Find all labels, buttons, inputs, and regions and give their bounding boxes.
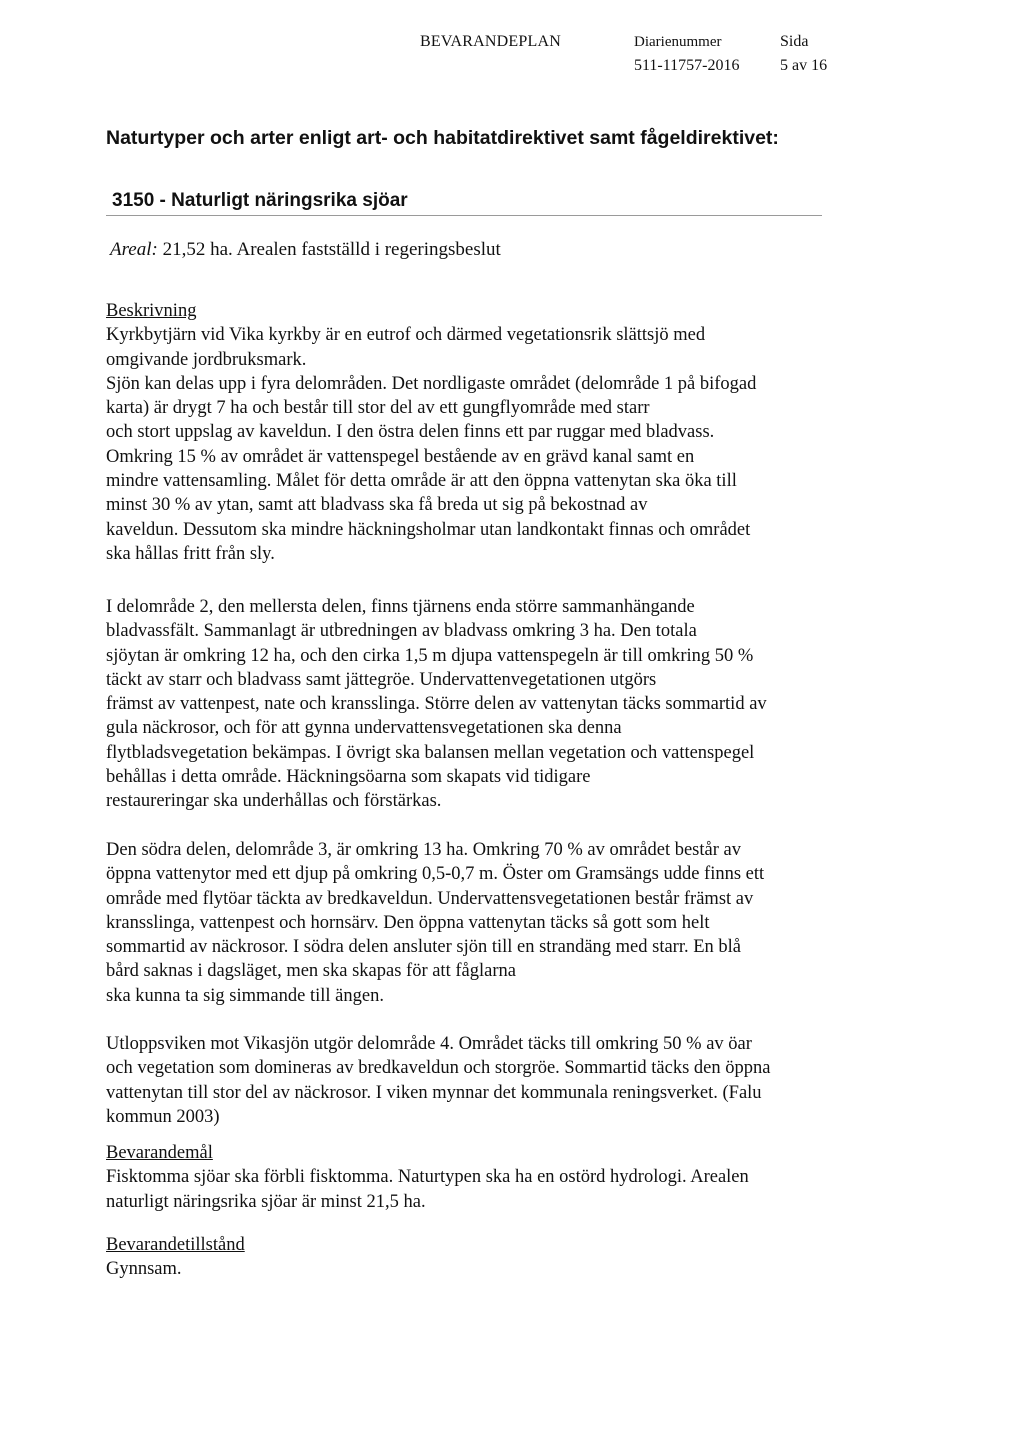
text-line: främst av vattenpest, nate och kransslinga. Större delen av vattenytan täcks sommartid av [106,694,767,715]
bevarandetillstand-section [106,1233,866,1282]
areal-line [110,238,501,262]
text-line: bård saknas i dagsläget, men ska skapas för att fåglarna [106,961,516,982]
text-line: I delområde 2, den mellersta delen, finns tjärnens enda större sammanhängande [106,597,695,617]
habitat-heading: 3150 - Naturligt näringsrika sjöar [112,190,408,211]
areal-value: 21,52 ha. Arealen fastställd i regeringsbeslut [162,239,501,260]
delomrade-3-paragraph [106,838,866,1008]
text-line: täckt av starr och bladvass samt jättegröe. Undervattenvegetationen utgörs [106,669,657,690]
text-line: sjöytan är omkring 12 ha, och den cirka 1,5 m djupa vattenspegeln är till omkring 50 % [106,645,754,666]
text-line: kommun 2003) [106,1106,220,1127]
header-diarienummer: 511-11757-2016 [634,57,740,74]
text-line: gula näckrosor, och för att gynna undervattensvegetationen ska denna [106,718,622,739]
header-sida-label: Sida [780,33,809,50]
text-line: sommartid av näckrosor. I södra delen ansluter sjön till en strandäng med starr. En blå [106,937,742,958]
bevarandemal-heading: Bevarandemål [106,1143,213,1163]
text-line: öppna vattenytor med ett djup på omkring 0,5-0,7 m. Öster om Gramsängs udde finns ett [106,864,765,885]
header-page-number: 5 av 16 [780,57,828,74]
text-line: bladvassfält. Sammanlagt är utbredningen av bladvass omkring 3 ha. Den totala [106,621,697,642]
text-line: karta) är drygt 7 ha och består till stor del av ett gungflyområde med starr [106,398,650,419]
text-line: Fisktomma sjöar ska förbli fisktomma. Naturtypen ska ha en ostörd hydrologi. Arealen [106,1167,749,1188]
text-line: vattenytan till stor del av näckrosor. I viken mynnar det kommunala reningsverket. (Falu [106,1082,762,1103]
text-line: behållas i detta område. Häckningsöarna som skapats vid tidigare [106,767,591,788]
text-line: Omkring 15 % av området är vattenspegel bestående av en grävd kanal samt en [106,446,695,467]
bevarandetillstand-value: Gynnsam. [106,1259,182,1280]
text-line: naturligt näringsrika sjöar är minst 21,5 ha. [106,1191,426,1212]
main-heading: Naturtyper och arter enligt art- och habitatdirektivet samt fågeldirektivet: [106,127,779,149]
beskrivning-section [106,299,866,566]
text-line: kaveldun. Dessutom ska mindre häckningsholmar utan landkontakt finnas och området [106,519,751,540]
delomrade-4-paragraph [106,1032,866,1129]
text-line: kransslinga, vattenpest och hornsärv. Den öppna vattenytan täcks så gott som helt [106,912,710,933]
text-line: område med flytöar täckta av bredkaveldun. Undervattensvegetationen består främst av [106,888,754,909]
bevarandetillstand-heading: Bevarandetillstånd [106,1235,245,1255]
text-line: flytbladsvegetation bekämpas. I övrigt ska balansen mellan vegetation och vattenspegel [106,742,755,763]
text-line: och stort uppslag av kaveldun. I den östra delen finns ett par ruggar med bladvass. [106,422,715,443]
text-line: restaureringar ska underhållas och förstärkas. [106,791,442,812]
text-line: ska hållas fritt från sly. [106,543,275,564]
text-line: Sjön kan delas upp i fyra delområden. Det nordligaste området (delområde 1 på bifogad [106,373,757,394]
text-line: Utloppsviken mot Vikasjön utgör delområde 4. Området täcks till omkring 50 % av öar [106,1034,752,1054]
beskrivning-heading: Beskrivning [106,301,197,321]
heading-divider [106,215,822,216]
bevarandemal-section [106,1141,866,1214]
header-diarienummer-label: Diarienummer [634,34,722,50]
text-line: Kyrkbytjärn vid Vika kyrkby är en eutrof och därmed vegetationsrik slättsjö med [106,325,706,346]
header-doc-title: BEVARANDEPLAN [420,33,561,50]
delomrade-2-paragraph [106,595,866,814]
text-line: Den södra delen, delområde 3, är omkring 13 ha. Omkring 70 % av området består av [106,840,741,860]
text-line: och vegetation som domineras av bredkaveldun och storgröe. Sommartid täcks den öppna [106,1058,771,1079]
text-line: omgivande jordbruksmark. [106,349,307,370]
areal-label: Areal: [110,239,158,260]
text-line: ska kunna ta sig simmande till ängen. [106,985,384,1006]
text-line: mindre vattensamling. Målet för detta område är att den öppna vattenytan ska öka till [106,471,737,492]
text-line: minst 30 % av ytan, samt att bladvass ska få breda ut sig på bekostnad av [106,495,648,516]
